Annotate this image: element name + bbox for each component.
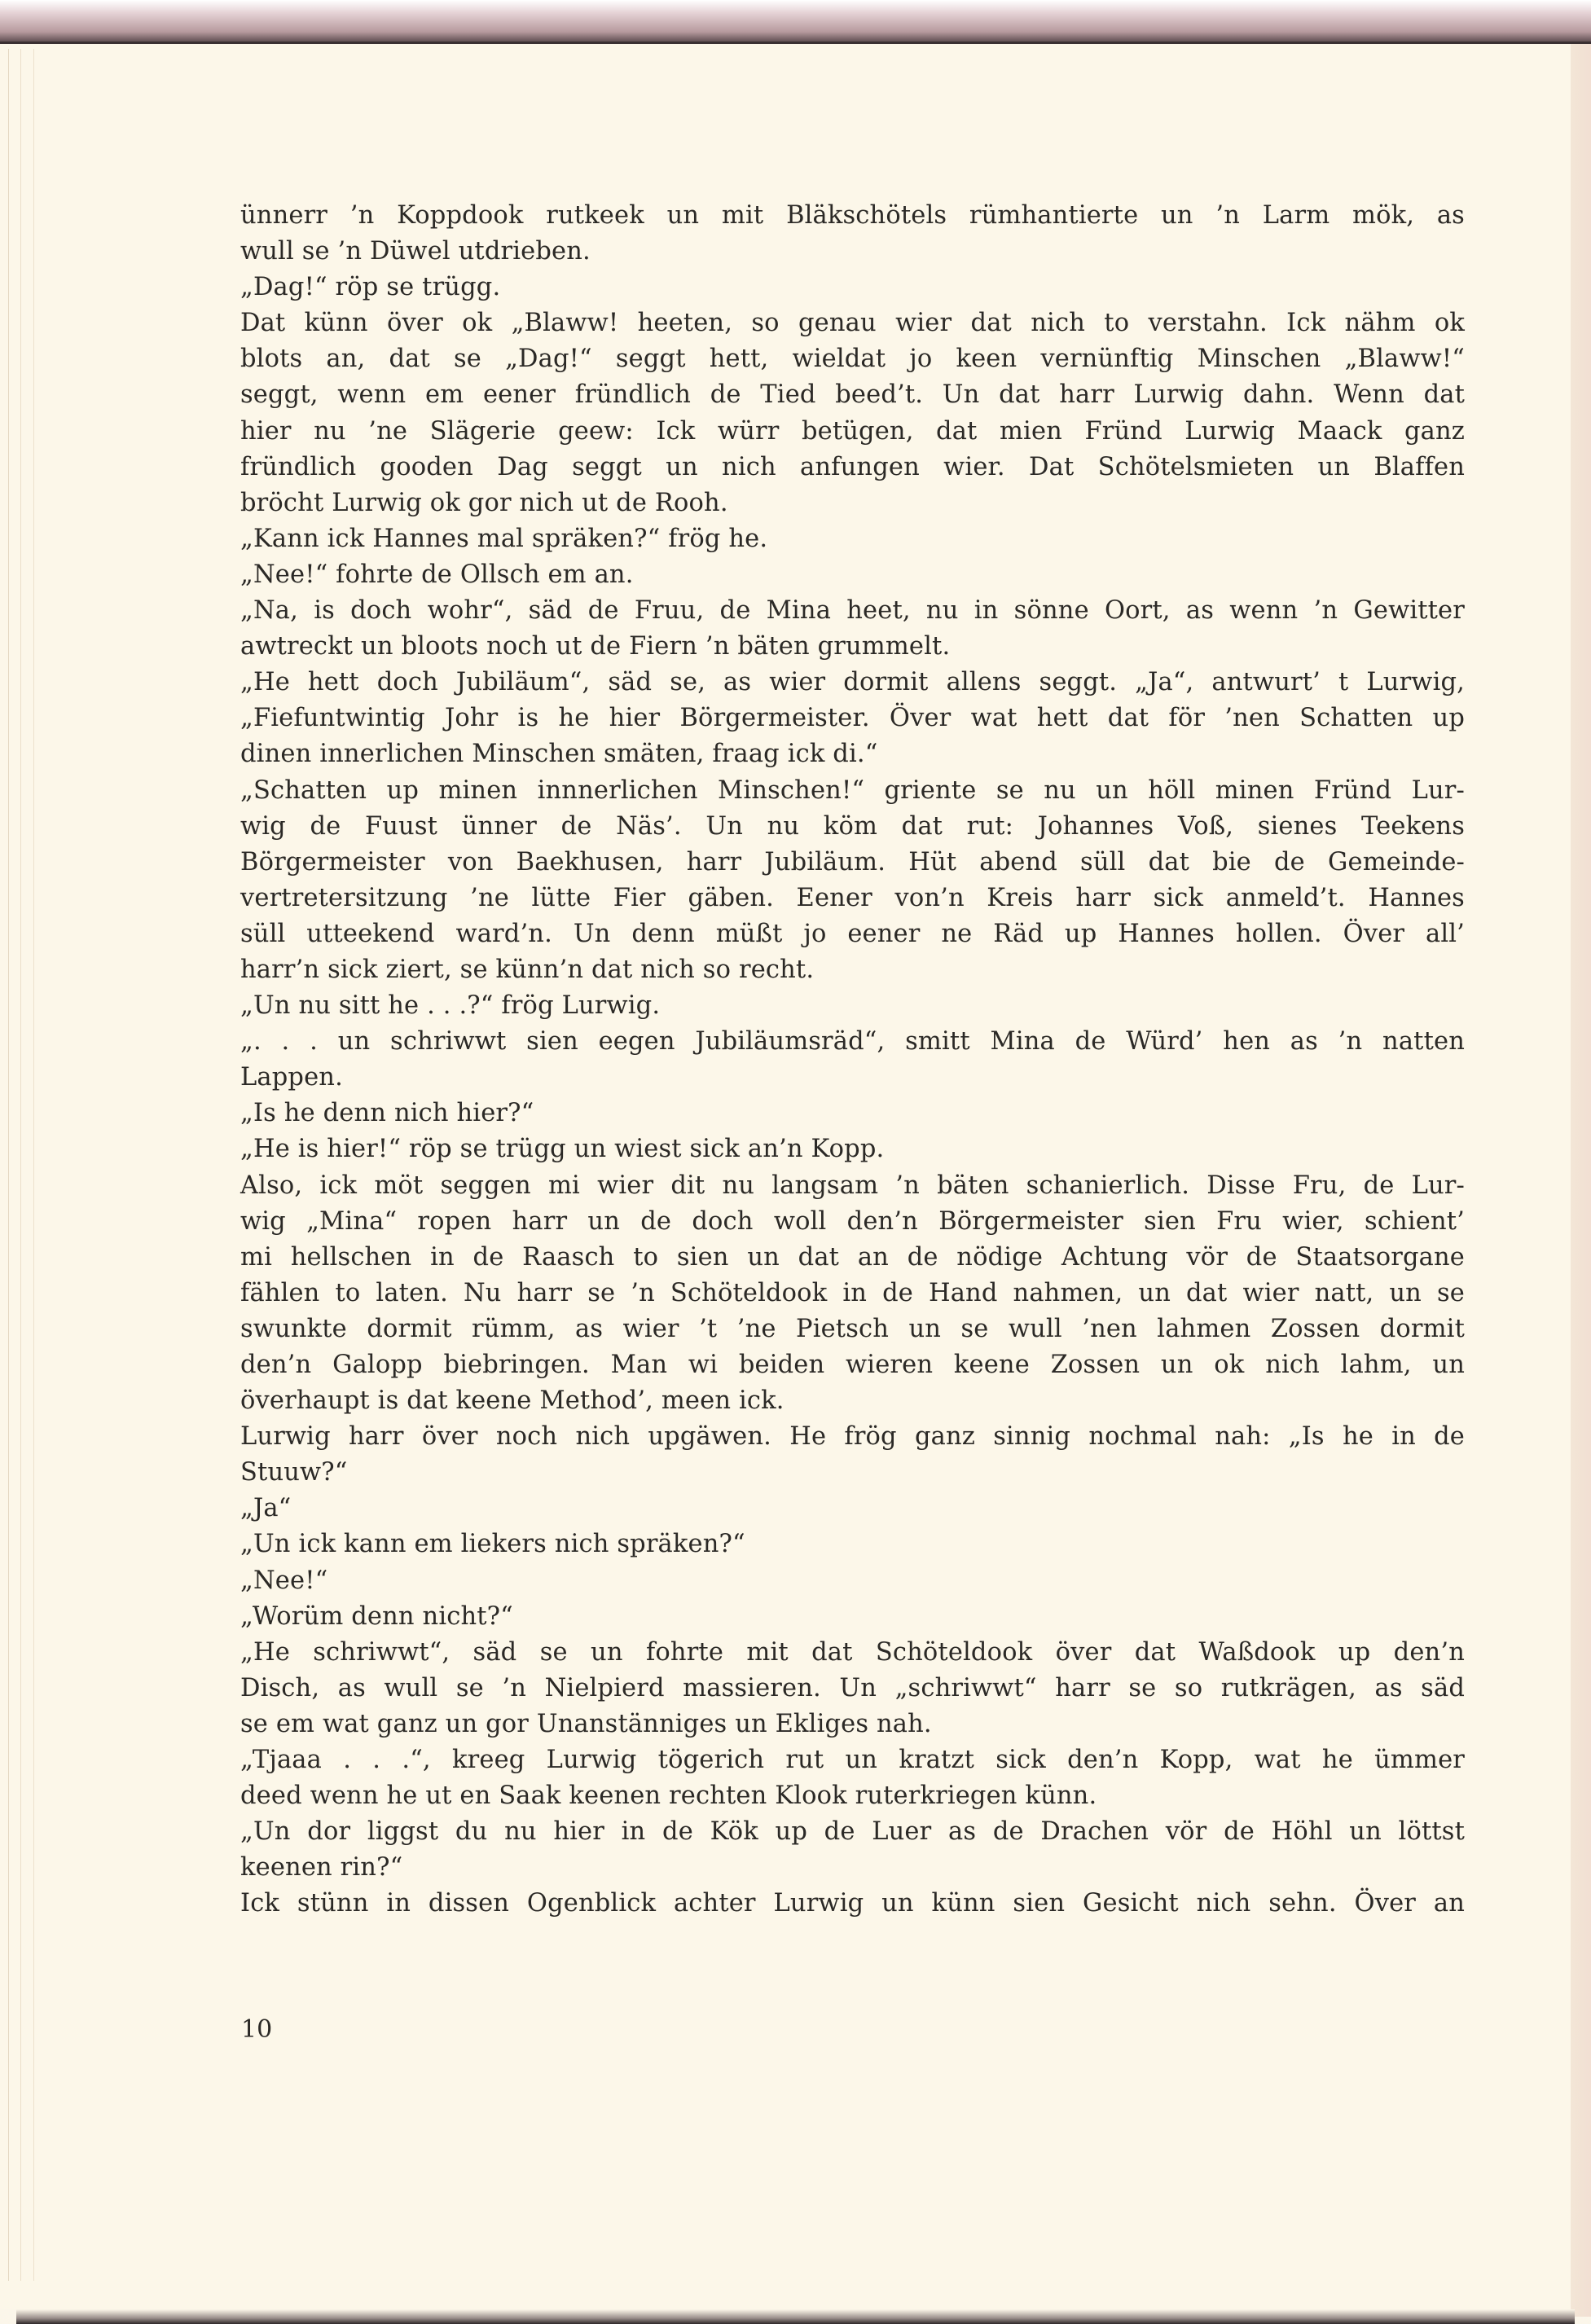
text-line: Börgermeister von Baekhusen, harr Jubiläum. Hüt abend süll dat bie de Gemeinde- [240,847,1465,876]
text-line: Lappen. [240,1063,343,1092]
text-line: fründlich gooden Dag seggt un nich anfungen wier. Dat Schötelsmieten un Blaffen [240,452,1465,481]
text-line: se em wat ganz un gor Unanstänniges un Ekliges nah. [240,1709,932,1738]
text-line: ünnerr ’n Koppdook rutkeek un mit Bläkschötels rümhantierte un ’n Larm mök, as [240,201,1465,230]
page-stack-edges [8,49,34,2281]
text-line: Ick stünn in dissen Ogenblick achter Lurwig un künn sien Gesicht nich sehn. Över an [240,1889,1465,1918]
text-line: „Na, is doch wohr“, säd de Fruu, de Mina heet, nu in sönne Oort, as wenn ’n Gewitter [240,596,1465,626]
text-line: blots an, dat se „Dag!“ seggt hett, wieldat jo keen vernünftig Minschen „Blaww!“ [240,345,1465,374]
text-line: hier nu ’ne Slägerie geew: Ick würr betügen, dat mien Fründ Lurwig Maack ganz [240,416,1465,446]
text-line: swunkte dormit rümm, as wier ’t ’ne Pietsch un se wull ’nen lahmen Zossen dormit [240,1314,1465,1343]
text-line: Dat künn över ok „Blaww! heeten, so genau wier dat nich to verstahn. Ick nähm ok [240,309,1465,338]
text-line: „Kann ick Hannes mal spräken?“ frög he. [240,524,768,553]
text-line: överhaupt is dat keene Method’, meen ick. [240,1386,785,1416]
text-line: Lurwig harr över noch nich upgäwen. He frög ganz sinnig nochmal nah: „Is he in de [240,1422,1465,1452]
body-text [240,198,1465,1922]
text-line: „. . . un schriwwt sien eegen Jubiläumsräd“, smitt Mina de Würd’ hen as ’n natten [240,1027,1465,1057]
text-line: den’n Galopp biebringen. Man wi beiden wieren keene Zossen un ok nich lahm, un [240,1351,1465,1379]
book-bottom-edge [16,2309,1575,2324]
text-line: Also, ick möt seggen mi wier dit nu langsam ’n bäten schanierlich. Disse Fru, de Lur- [240,1171,1465,1200]
text-line: „Is he denn nich hier?“ [240,1099,534,1128]
text-line: fählen to laten. Nu harr se ’n Schöteldook in de Hand nahmen, un dat wier natt, un se [240,1278,1465,1307]
text-line: dinen innerlichen Minschen smäten, fraag ick di.“ [240,740,878,769]
page-right-margin-shadow [1571,44,1591,2317]
text-line: „Tjaaa . . .“, kreeg Lurwig tögerich rut un kratzt sick den’n Kopp, wat he ümmer [240,1746,1465,1775]
text-line: awtreckt un bloots noch ut de Fiern ’n bäten grummelt. [240,632,951,661]
text-line: Stuuw?“ [240,1458,348,1487]
text-line: „He hett doch Jubiläum“, säd se, as wier dormit allens seggt. „Ja“, antwurt’ t Lurwig, [240,668,1465,697]
text-line: mi hellschen in de Raasch to sien un dat an de nödige Achtung vör de Staatsorgane [240,1242,1465,1272]
text-line: wull se ’n Düwel utdrieben. [240,237,591,266]
text-line: „Schatten up minen innnerlichen Minschen!“ griente se nu un höll minen Fründ Lur- [240,775,1465,805]
text-line: seggt, wenn em eener fründlich de Tied beed’t. Un dat harr Lurwig dahn. Wenn dat [240,380,1465,410]
text-line: keenen rin?“ [240,1853,403,1882]
text-line: „Dag!“ röp se trügg. [240,273,501,302]
text-line: Disch, as wull se ’n Nielpierd massieren. Un „schriwwt“ harr se so rutkrägen, as säd [240,1673,1465,1702]
text-line: „Un nu sitt he . . .?“ frög Lurwig. [240,991,661,1021]
text-line: „Ja“ [240,1494,292,1523]
text-line: deed wenn he ut en Saak keenen rechten Klook ruterkriegen künn. [240,1781,1097,1811]
text-line: „He is hier!“ röp se trügg un wiest sick an’n Kopp. [240,1135,885,1164]
text-line: „Un dor liggst du nu hier in de Kök up de Luer as de Drachen vör de Höhl un löttst [240,1817,1465,1847]
page-number: 10 [241,2015,273,2044]
text-line: „He schriwwt“, säd se un fohrte mit dat Schöteldook över dat Waßdook up den’n [240,1637,1465,1667]
text-line: wig de Fuust ünner de Näs’. Un nu köm dat rut: Johannes Voß, sienes Teekens [240,811,1465,841]
text-line: „Fiefuntwintig Johr is he hier Börgermeister. Över wat hett dat för ’nen Schatten up [240,704,1465,733]
book-top-edge [0,0,1591,42]
text-line: wig „Mina“ ropen harr un de doch woll den’n Börgermeister sien Fru wier, schient’ [240,1206,1465,1236]
text-line: „Nee!“ fohrte de Ollsch em an. [240,560,634,589]
text-line: harr’n sick ziert, se künn’n dat nich so recht. [240,955,815,984]
text-line: „Nee!“ [240,1566,328,1595]
text-line: süll utteekend ward’n. Un denn müßt jo eener ne Räd up Hannes hollen. Över all’ [240,919,1465,948]
text-line: „Worüm denn nicht?“ [240,1601,513,1631]
text-line: bröcht Lurwig ok gor nich ut de Rooh. [240,488,728,517]
text-line: vertretersitzung ’ne lütte Fier gäben. Eener von’n Kreis harr sick anmeld’t. Hannes [240,883,1465,912]
text-line: „Un ick kann em liekers nich spräken?“ [240,1530,745,1559]
